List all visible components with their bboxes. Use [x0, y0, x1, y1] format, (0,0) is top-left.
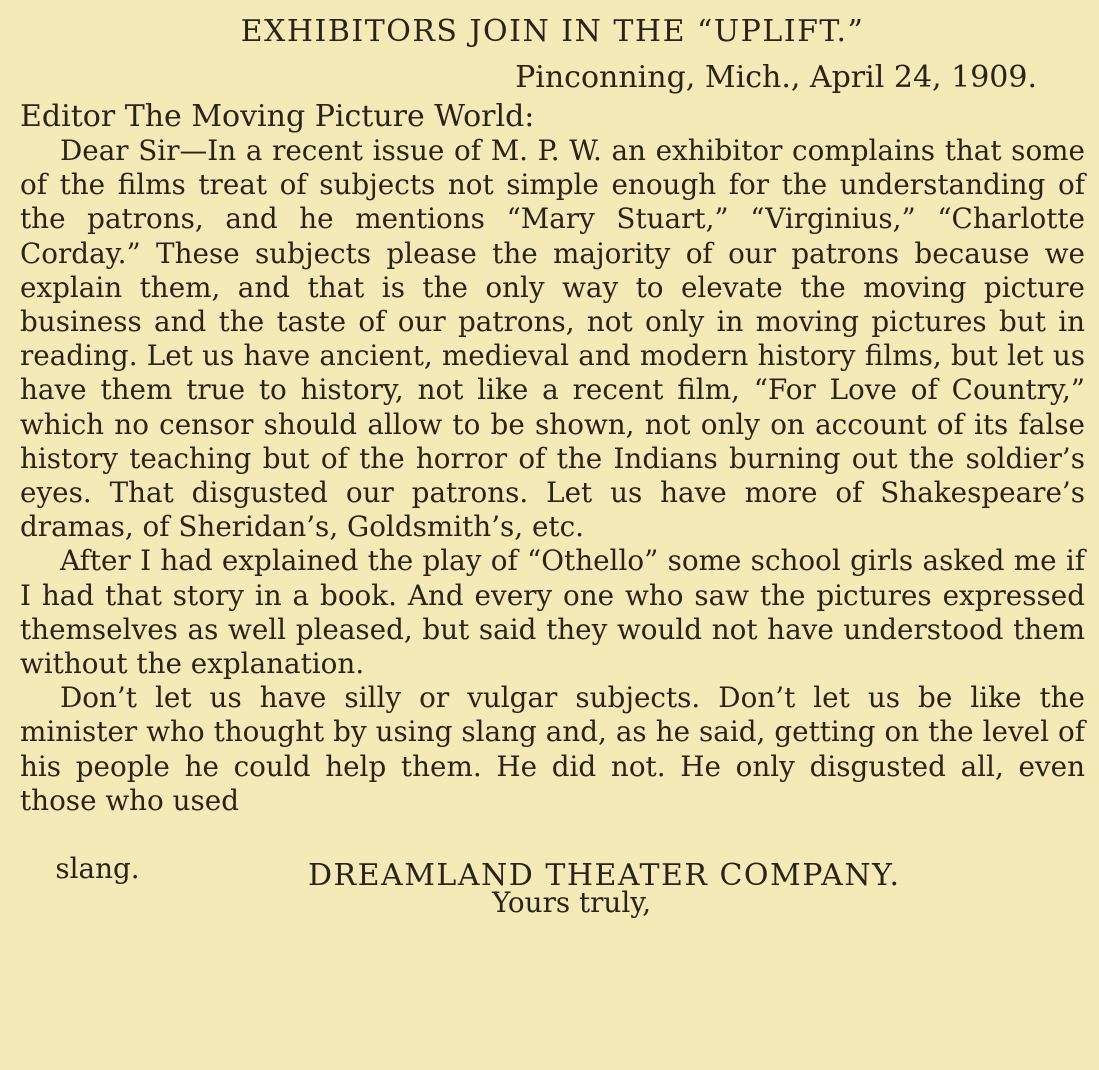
letter-paragraph-2: After I had explained the play of “Othello” some school girls asked me if I had that story in a book. And every one who saw the pictures expressed themselves as well pleased, but said they would not have understood them without the explanation. [20, 544, 1085, 681]
letter-paragraph-1: Dear Sir—In a recent issue of M. P. W. an exhibitor complains that some of the films treat of subjects not simple enough for the understanding of the patrons, and he mentions “Mary Stuart,” “Virginius,” “Charlotte Corday.” These subjects please the majority of our patrons because we explain them, and that is the only way to elevate the moving picture business and the taste of our patrons, not only in moving pictures but in reading. Let us have ancient, medieval and modern history films, but let us have them true to history, not like a recent film, “For Love of Country,” which no censor should allow to be shown, not only on account of its false history teaching but of the horror of the Indians burning out the soldier’s eyes. That disgusted our patrons. Let us have more of Shakespeare’s dramas, of Sheridan’s, Goldsmith’s, etc. [20, 134, 1085, 544]
letter-paragraph-3: Don’t let us have silly or vulgar subjects. Don’t let us be like the minister who thought by using slang and, as he said, getting on the level of his people he could help them. He did not. He only disgusted all, even those who used [20, 681, 1085, 817]
closing-word: slang. [55, 852, 140, 886]
letter-signature: DREAMLAND THEATER COMPANY. [308, 858, 901, 894]
letter-dateline: Pinconning, Mich., April 24, 1909. [515, 60, 1037, 95]
letter-salutation: Editor The Moving Picture World: [20, 99, 535, 134]
article-headline: EXHIBITORS JOIN IN THE “UPLIFT.” [240, 14, 865, 49]
letter-valediction: Yours truly, [492, 886, 652, 920]
